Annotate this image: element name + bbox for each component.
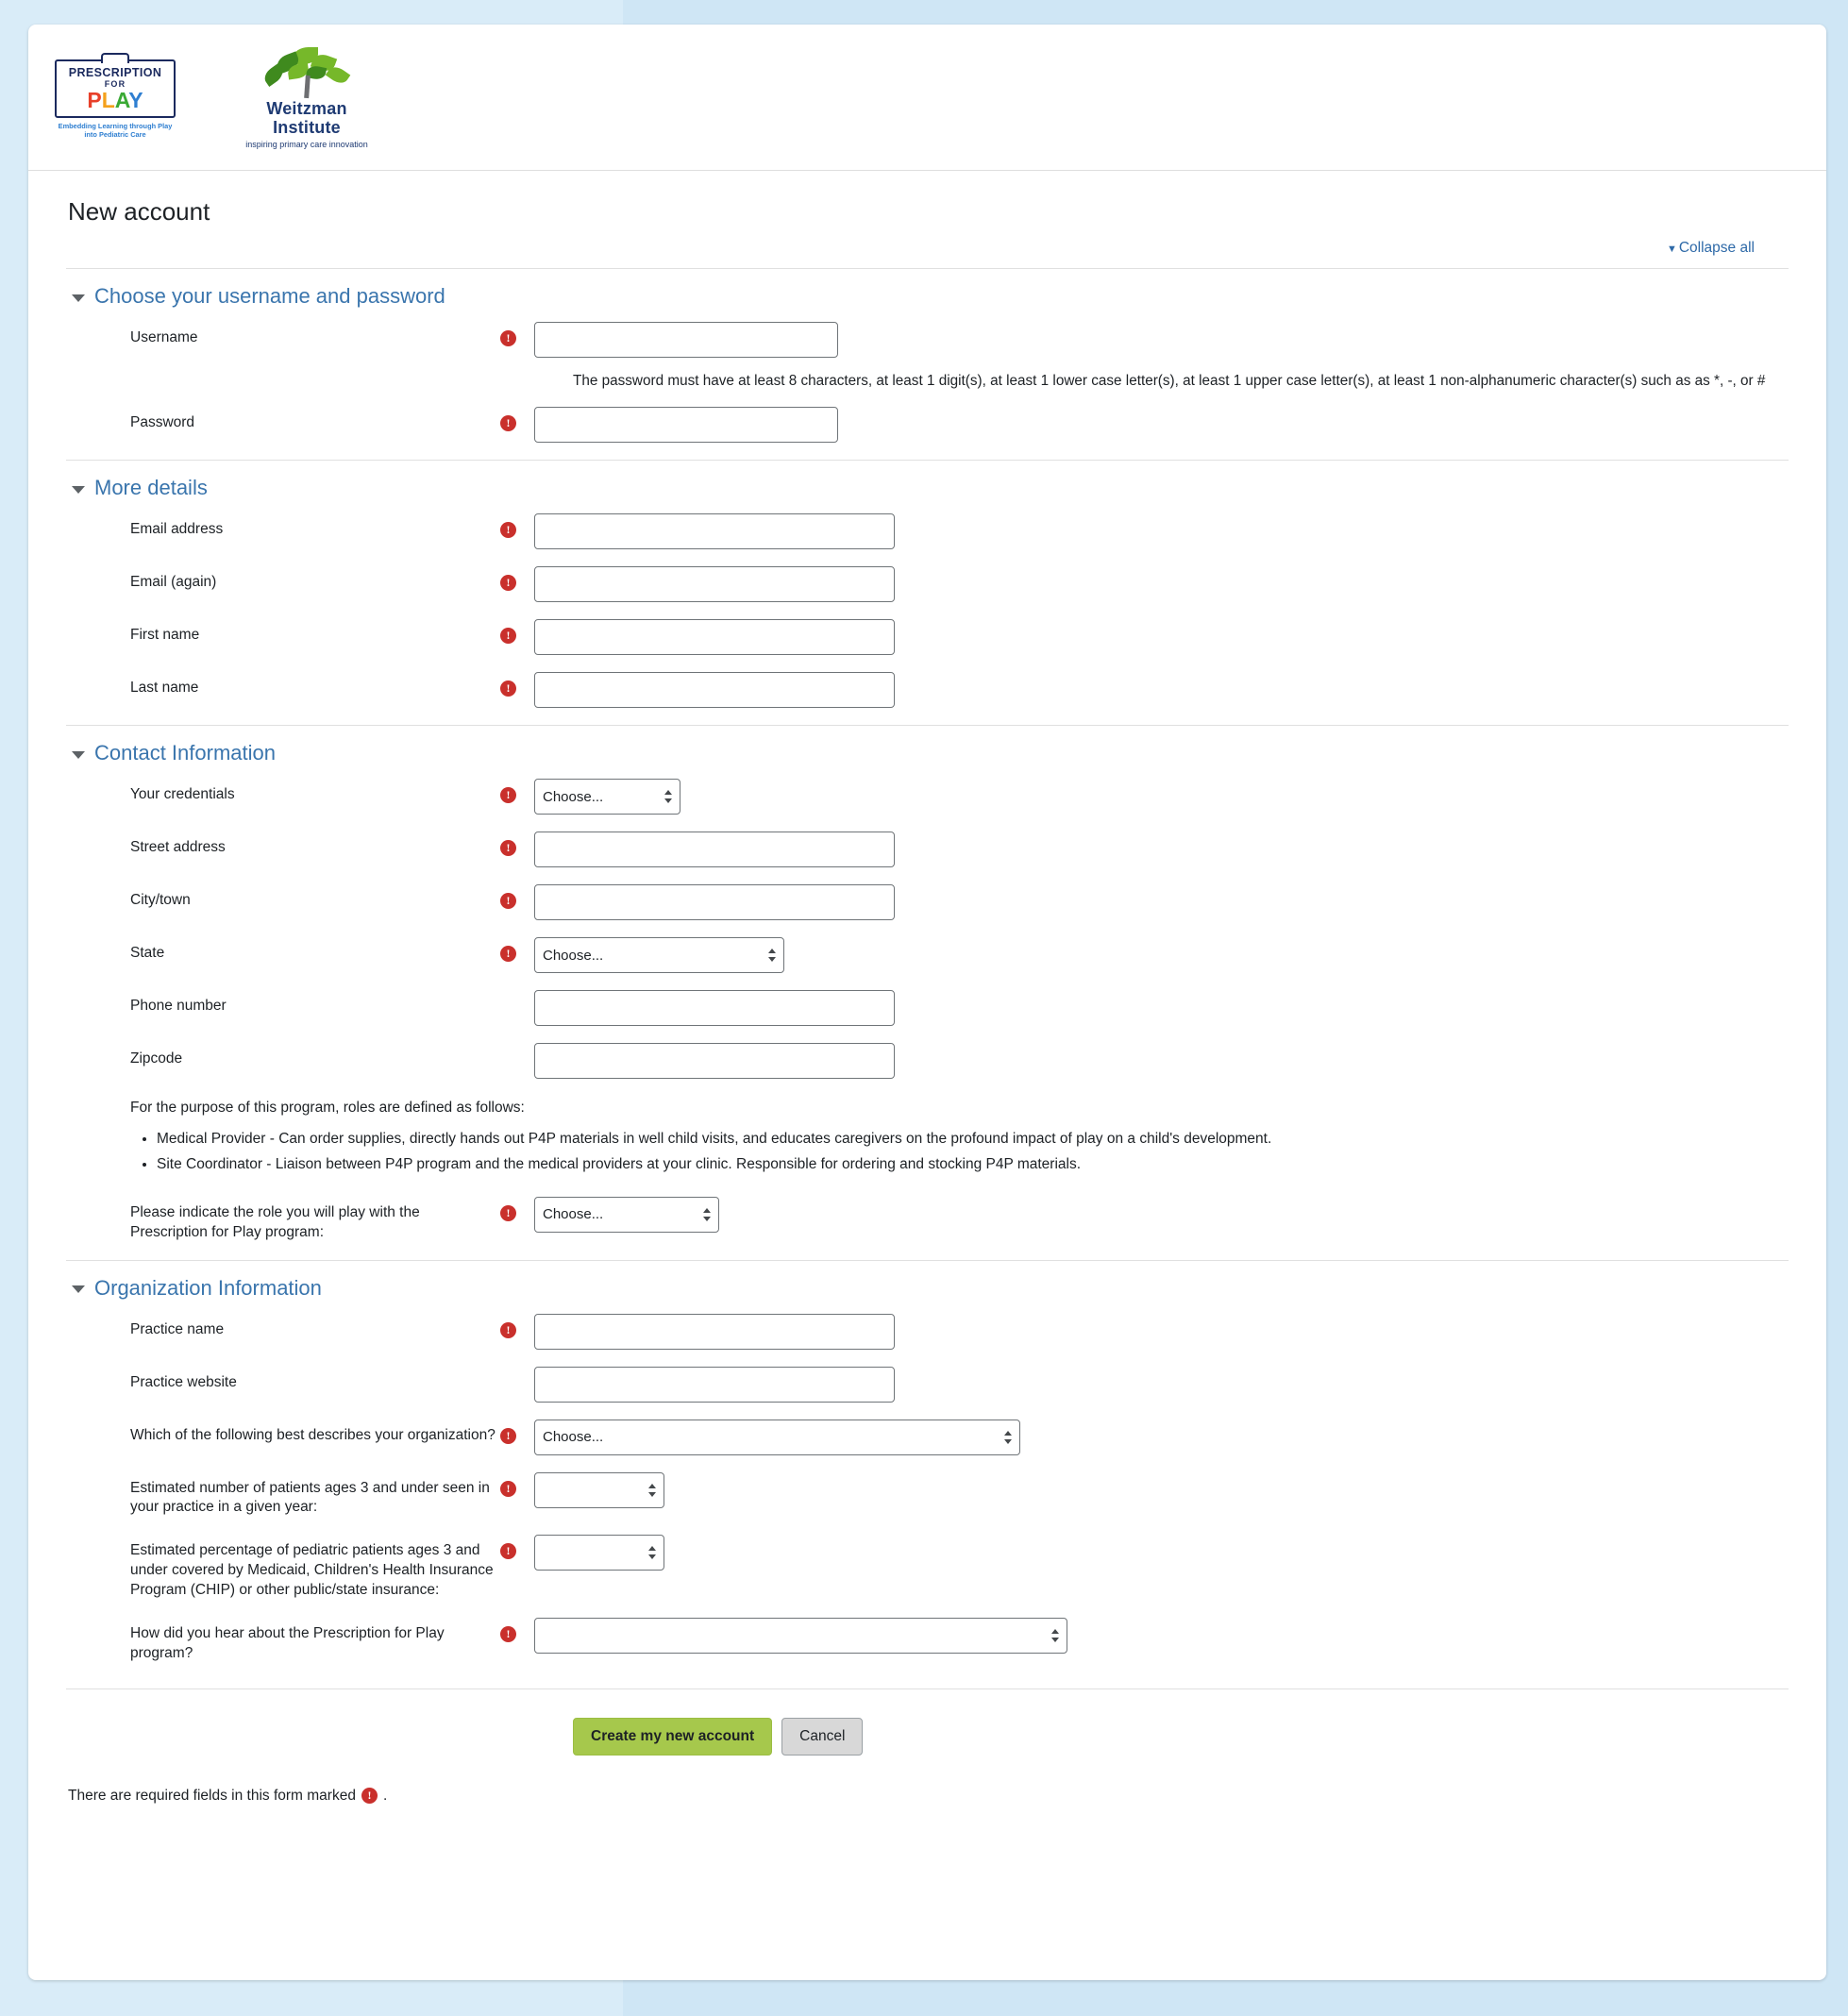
- logo-tagline: Embedding Learning through Play into Pediatric Care: [58, 121, 173, 139]
- required-marker: [500, 566, 534, 591]
- required-marker: [500, 1314, 534, 1338]
- field-last-name: [534, 672, 895, 708]
- weitzman-institute-logo[interactable]: [217, 45, 396, 149]
- required-icon: !: [500, 1481, 516, 1497]
- required-marker: [500, 407, 534, 431]
- credentials-select[interactable]: [534, 779, 680, 815]
- form-row-last-name: [66, 672, 1789, 708]
- section-title: Choose your username and password: [94, 284, 445, 308]
- section-title: Contact Information: [94, 741, 276, 765]
- form-row-email-again: [66, 566, 1789, 602]
- field-patient-count: [534, 1472, 664, 1508]
- form-row-password: [66, 407, 1789, 443]
- field-city-town: [534, 884, 895, 920]
- label-state: State: [130, 945, 165, 962]
- phone-number-input[interactable]: [534, 990, 895, 1026]
- first-name-input[interactable]: [534, 619, 895, 655]
- medicaid-percentage-select-wrap: [534, 1535, 664, 1571]
- required-icon: !: [500, 1428, 516, 1444]
- weitzman-name-line1: Weitzman: [266, 99, 347, 119]
- field-practice-name: [534, 1314, 895, 1350]
- required-marker: [500, 672, 534, 697]
- required-fields-period: .: [382, 1787, 388, 1804]
- tree-icon: [250, 47, 363, 98]
- collapse-all-link[interactable]: Collapse all: [1678, 240, 1755, 256]
- field-credentials: [534, 779, 680, 815]
- triangle-down-icon: [72, 751, 85, 759]
- organization-type-select-wrap: [534, 1420, 1020, 1455]
- required-fields-text: There are required fields in this form marked: [68, 1787, 356, 1804]
- required-marker-empty: [500, 990, 534, 998]
- field-email-again: [534, 566, 895, 602]
- form-row-state: [66, 937, 1789, 973]
- organization-type-select[interactable]: [534, 1420, 1020, 1455]
- field-referral-source: [534, 1618, 1067, 1654]
- label-phone-number: Phone number: [130, 998, 227, 1015]
- field-street-address: [534, 832, 895, 867]
- triangle-down-icon: [72, 294, 85, 302]
- form-row-zipcode: [66, 1043, 1789, 1079]
- required-marker: [500, 513, 534, 538]
- last-name-input[interactable]: [534, 672, 895, 708]
- required-fields-note: [68, 1788, 1789, 1805]
- signup-page-sheet: [28, 25, 1826, 1980]
- zipcode-input[interactable]: [534, 1043, 895, 1079]
- required-marker: [500, 937, 534, 962]
- required-icon: !: [500, 1543, 516, 1559]
- required-icon: !: [500, 840, 516, 856]
- form-row-organization-type: [66, 1420, 1789, 1455]
- form-row-practice-name: [66, 1314, 1789, 1350]
- logo-line-play: PLAY: [87, 87, 143, 112]
- required-icon: !: [361, 1788, 378, 1804]
- required-icon: !: [500, 680, 516, 697]
- required-icon: !: [500, 787, 516, 803]
- required-marker: [500, 1618, 534, 1642]
- site-header: [28, 25, 1826, 171]
- street-address-input[interactable]: [534, 832, 895, 867]
- section-header-contact-information[interactable]: [72, 741, 1789, 765]
- form-row-street-address: [66, 832, 1789, 867]
- required-icon: !: [500, 1322, 516, 1338]
- field-first-name: [534, 619, 895, 655]
- city-town-input[interactable]: [534, 884, 895, 920]
- required-icon: !: [500, 1626, 516, 1642]
- label-referral-source: How did you hear about the Prescription for Play program?: [130, 1625, 445, 1662]
- label-zipcode: Zipcode: [130, 1050, 183, 1067]
- weitzman-tagline: inspiring primary care innovation: [245, 139, 368, 149]
- patient-count-select-wrap: [534, 1472, 664, 1508]
- required-marker: [500, 322, 534, 346]
- label-street-address: Street address: [130, 839, 226, 856]
- required-icon: !: [500, 415, 516, 431]
- label-email-again: Email (again): [130, 574, 217, 591]
- list-item: • Medical Provider - Can order supplies, directly hands out P4P materials in well child visits, and educates caregivers on the profound impact of play on a child's development.: [157, 1128, 1789, 1150]
- section-username-password: [66, 268, 1789, 443]
- password-requirements-text: The password must have at least 8 characters, at least 1 digit(s), at least 1 lower case letter(s), at least 1 upper case letter(s), at least 1 non-alphanumeric character(s) such as as *, -, or #: [573, 373, 1766, 389]
- form-row-city: [66, 884, 1789, 920]
- form-row-referral-source: [66, 1618, 1789, 1664]
- form-row-phone: [66, 990, 1789, 1026]
- required-marker: [500, 1472, 534, 1497]
- form-row-patient-count: [66, 1472, 1789, 1519]
- required-marker-empty: [500, 1367, 534, 1374]
- form-row-email: [66, 513, 1789, 549]
- cancel-button[interactable]: Cancel: [781, 1718, 863, 1756]
- field-practice-website: [534, 1367, 895, 1403]
- label-practice-name: Practice name: [130, 1320, 225, 1337]
- email-again-input[interactable]: [534, 566, 895, 602]
- prescription-for-play-logo[interactable]: [55, 56, 176, 139]
- referral-source-select-wrap: [534, 1618, 1067, 1654]
- credentials-select-wrap: [534, 779, 680, 815]
- section-contact-information: [66, 725, 1789, 1242]
- field-state: [534, 937, 784, 973]
- required-marker: [500, 832, 534, 856]
- form-row-username: [66, 322, 1789, 358]
- required-marker: [500, 779, 534, 803]
- field-username: [534, 322, 838, 358]
- triangle-down-icon: [72, 486, 85, 494]
- roles-intro-text: For the purpose of this program, roles are defined as follows:: [130, 1100, 525, 1117]
- required-icon: !: [500, 893, 516, 909]
- required-marker: [500, 1535, 534, 1559]
- section-organization-information: [66, 1260, 1789, 1664]
- label-credentials: Your credentials: [130, 786, 235, 803]
- form-row-credentials: [66, 779, 1789, 815]
- roles-list: [130, 1128, 1789, 1176]
- page-title: New account: [68, 197, 210, 226]
- create-account-button[interactable]: Create my new account: [573, 1718, 772, 1756]
- field-email-address: [534, 513, 895, 549]
- state-select[interactable]: [534, 937, 784, 973]
- username-input[interactable]: [534, 322, 838, 358]
- field-program-role: [534, 1197, 719, 1233]
- required-icon: !: [500, 575, 516, 591]
- field-organization-type: [534, 1420, 1020, 1455]
- required-marker: [500, 884, 534, 909]
- required-icon: !: [500, 1205, 516, 1221]
- required-marker: [500, 619, 534, 644]
- label-password: Password: [130, 414, 195, 431]
- triangle-down-icon: [72, 1285, 85, 1293]
- program-role-select[interactable]: [534, 1197, 719, 1233]
- logo-line-for: FOR: [104, 78, 126, 89]
- section-title: Organization Information: [94, 1275, 322, 1300]
- form-row-first-name: [66, 619, 1789, 655]
- label-city-town: City/town: [130, 892, 191, 909]
- field-medicaid-percentage: [534, 1535, 664, 1571]
- required-marker: [500, 1197, 534, 1221]
- label-program-role: Please indicate the role you will play with the Prescription for Play program:: [130, 1203, 420, 1240]
- section-title: More details: [94, 476, 208, 500]
- label-practice-website: Practice website: [130, 1373, 237, 1390]
- referral-source-select[interactable]: [534, 1618, 1067, 1654]
- form-row-practice-website: [66, 1367, 1789, 1403]
- required-marker: [500, 1420, 534, 1444]
- label-organization-type: Which of the following best describes your organization?: [130, 1426, 496, 1443]
- label-medicaid-percentage: Estimated percentage of pediatric patients ages 3 and under covered by Medicaid, Children's Health Insurance Program (CHIP) or other public/state insurance:: [130, 1542, 494, 1599]
- section-header-organization-information[interactable]: [72, 1276, 1789, 1301]
- form-actions: [66, 1688, 1789, 1756]
- list-item: • Site Coordinator - Liaison between P4P program and the medical providers at your clinic. Responsible for ordering and stocking P4P materials.: [157, 1153, 1789, 1175]
- logo-line-prescription: PRESCRIPTION: [68, 65, 162, 79]
- required-icon: !: [500, 522, 516, 538]
- required-marker-empty: [500, 1043, 534, 1050]
- section-header-username-password[interactable]: [72, 284, 1789, 309]
- program-role-select-wrap: [534, 1197, 719, 1233]
- state-select-wrap: [534, 937, 784, 973]
- practice-name-input[interactable]: [534, 1314, 895, 1350]
- email-address-input[interactable]: [534, 513, 895, 549]
- password-input[interactable]: [534, 407, 838, 443]
- required-icon: !: [500, 946, 516, 962]
- field-password: [534, 407, 838, 443]
- label-username: Username: [130, 329, 198, 345]
- section-more-details: [66, 460, 1789, 708]
- weitzman-name-line2: Institute: [273, 117, 341, 137]
- required-icon: !: [500, 330, 516, 346]
- label-first-name: First name: [130, 627, 200, 644]
- medicaid-percentage-select[interactable]: [534, 1535, 664, 1571]
- field-phone-number: [534, 990, 895, 1026]
- collapse-all-container: [66, 240, 1789, 257]
- form-row-role: [66, 1197, 1789, 1243]
- label-last-name: Last name: [130, 680, 199, 697]
- field-zipcode: [534, 1043, 895, 1079]
- practice-website-input[interactable]: [534, 1367, 895, 1403]
- form-row-medicaid-percentage: [66, 1535, 1789, 1601]
- label-email-address: Email address: [130, 521, 224, 538]
- chevron-down-icon: ▼: [1666, 244, 1677, 255]
- patient-count-select[interactable]: [534, 1472, 664, 1508]
- section-header-more-details[interactable]: [72, 476, 1789, 500]
- logo-box: [55, 59, 176, 118]
- required-icon: !: [500, 628, 516, 644]
- label-patient-count: Estimated number of patients ages 3 and under seen in your practice in a given year:: [130, 1479, 490, 1516]
